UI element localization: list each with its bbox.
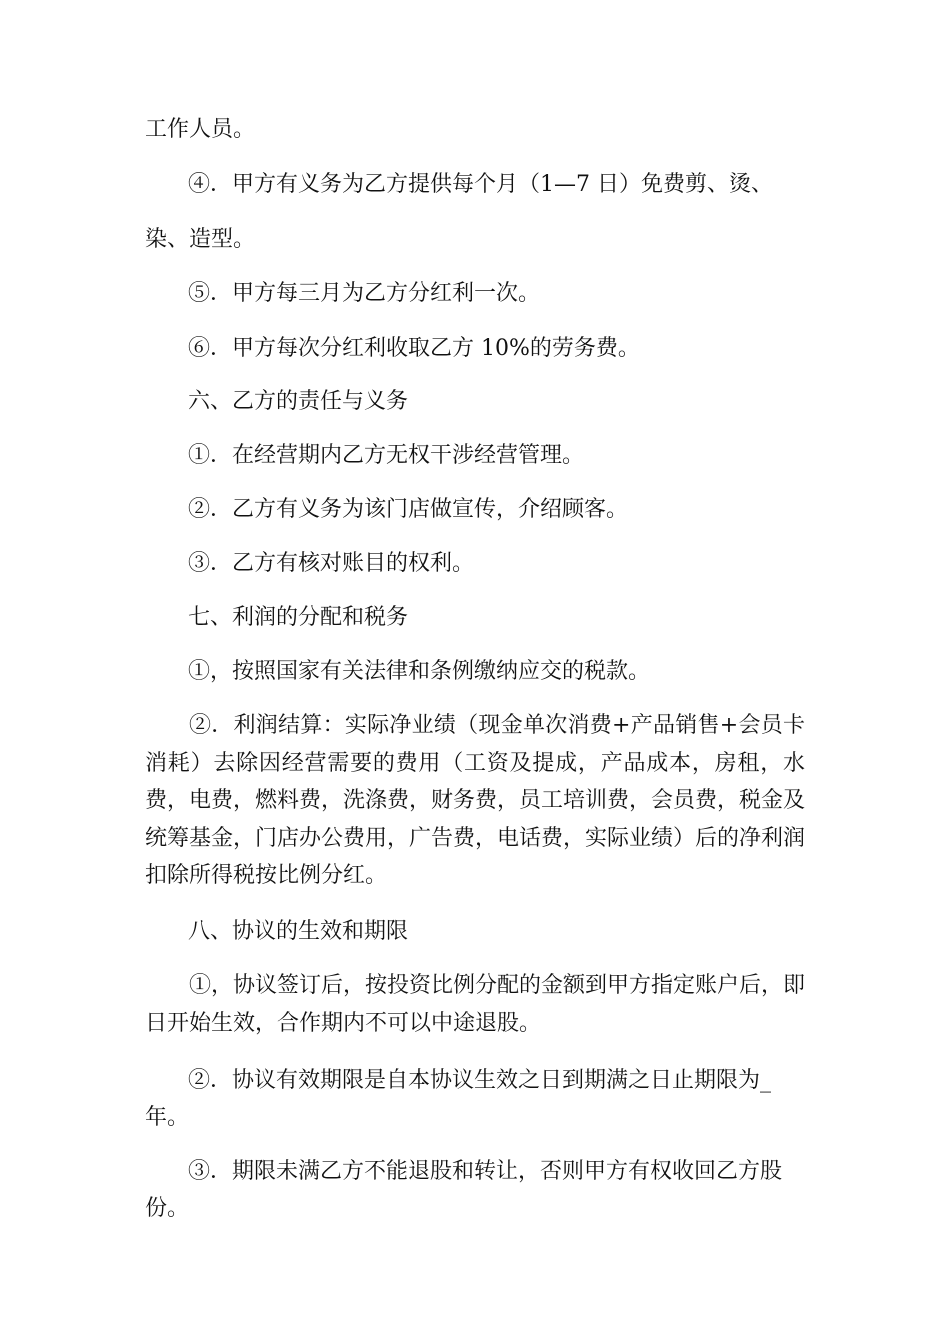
section-heading-6: 六、乙方的责任与义务 xyxy=(188,389,409,414)
clause-effective-3: ③．期限未满乙方不能退股和转让，否则甲方有权收回乙方股 xyxy=(188,1159,783,1184)
clause-effective-1: ①，协议签订后，按投资比例分配的金额到甲方指定账户后，即日开始生效，合作期内不可以中途退股。 xyxy=(145,973,806,1036)
clause-effective-2: ②．协议有效期限是自本协议生效之日到期满之日止期限为_ xyxy=(188,1068,772,1093)
clause-party-a-5: ⑤．甲方每三月为乙方分红利一次。 xyxy=(188,281,541,306)
clause-party-b-1: ①．在经营期内乙方无权干涉经营管理。 xyxy=(188,443,585,468)
clause-party-b-3: ③．乙方有核对账目的权利。 xyxy=(188,551,475,576)
clause-effective-3-continuation: 份。 xyxy=(145,1196,190,1221)
section-heading-8: 八、协议的生效和期限 xyxy=(188,919,409,944)
clause-party-b-2: ②．乙方有义务为该门店做宣传，介绍顾客。 xyxy=(188,497,629,522)
section-heading-7: 七、利润的分配和税务 xyxy=(188,605,409,630)
paragraph-continuation: 工作人员。 xyxy=(145,117,256,142)
clause-profit-settlement: ②．利润结算：实际净业绩（现金单次消费+产品销售+会员卡消耗）去除因经营需要的费用（工资及提成，产品成本，房租，水费，电费，燃料费，洗涤费，财务费，员工培训费，会员费，税金及统筹基金，门店办公费用，广告费，电话费，实际业绩）后的净利润扣除所得税按比例分红。 xyxy=(145,713,806,888)
clause-party-a-4-continuation: 染、造型。 xyxy=(145,227,256,252)
clause-party-a-4: ④．甲方有义务为乙方提供每个月（1—7 日）免费剪、烫、 xyxy=(188,172,773,197)
clause-party-a-6: ⑥．甲方每次分红利收取乙方 10%的劳务费。 xyxy=(188,336,640,361)
clause-effective-2-continuation: 年。 xyxy=(145,1105,190,1130)
clause-tax-1: ①，按照国家有关法律和条例缴纳应交的税款。 xyxy=(188,659,651,684)
